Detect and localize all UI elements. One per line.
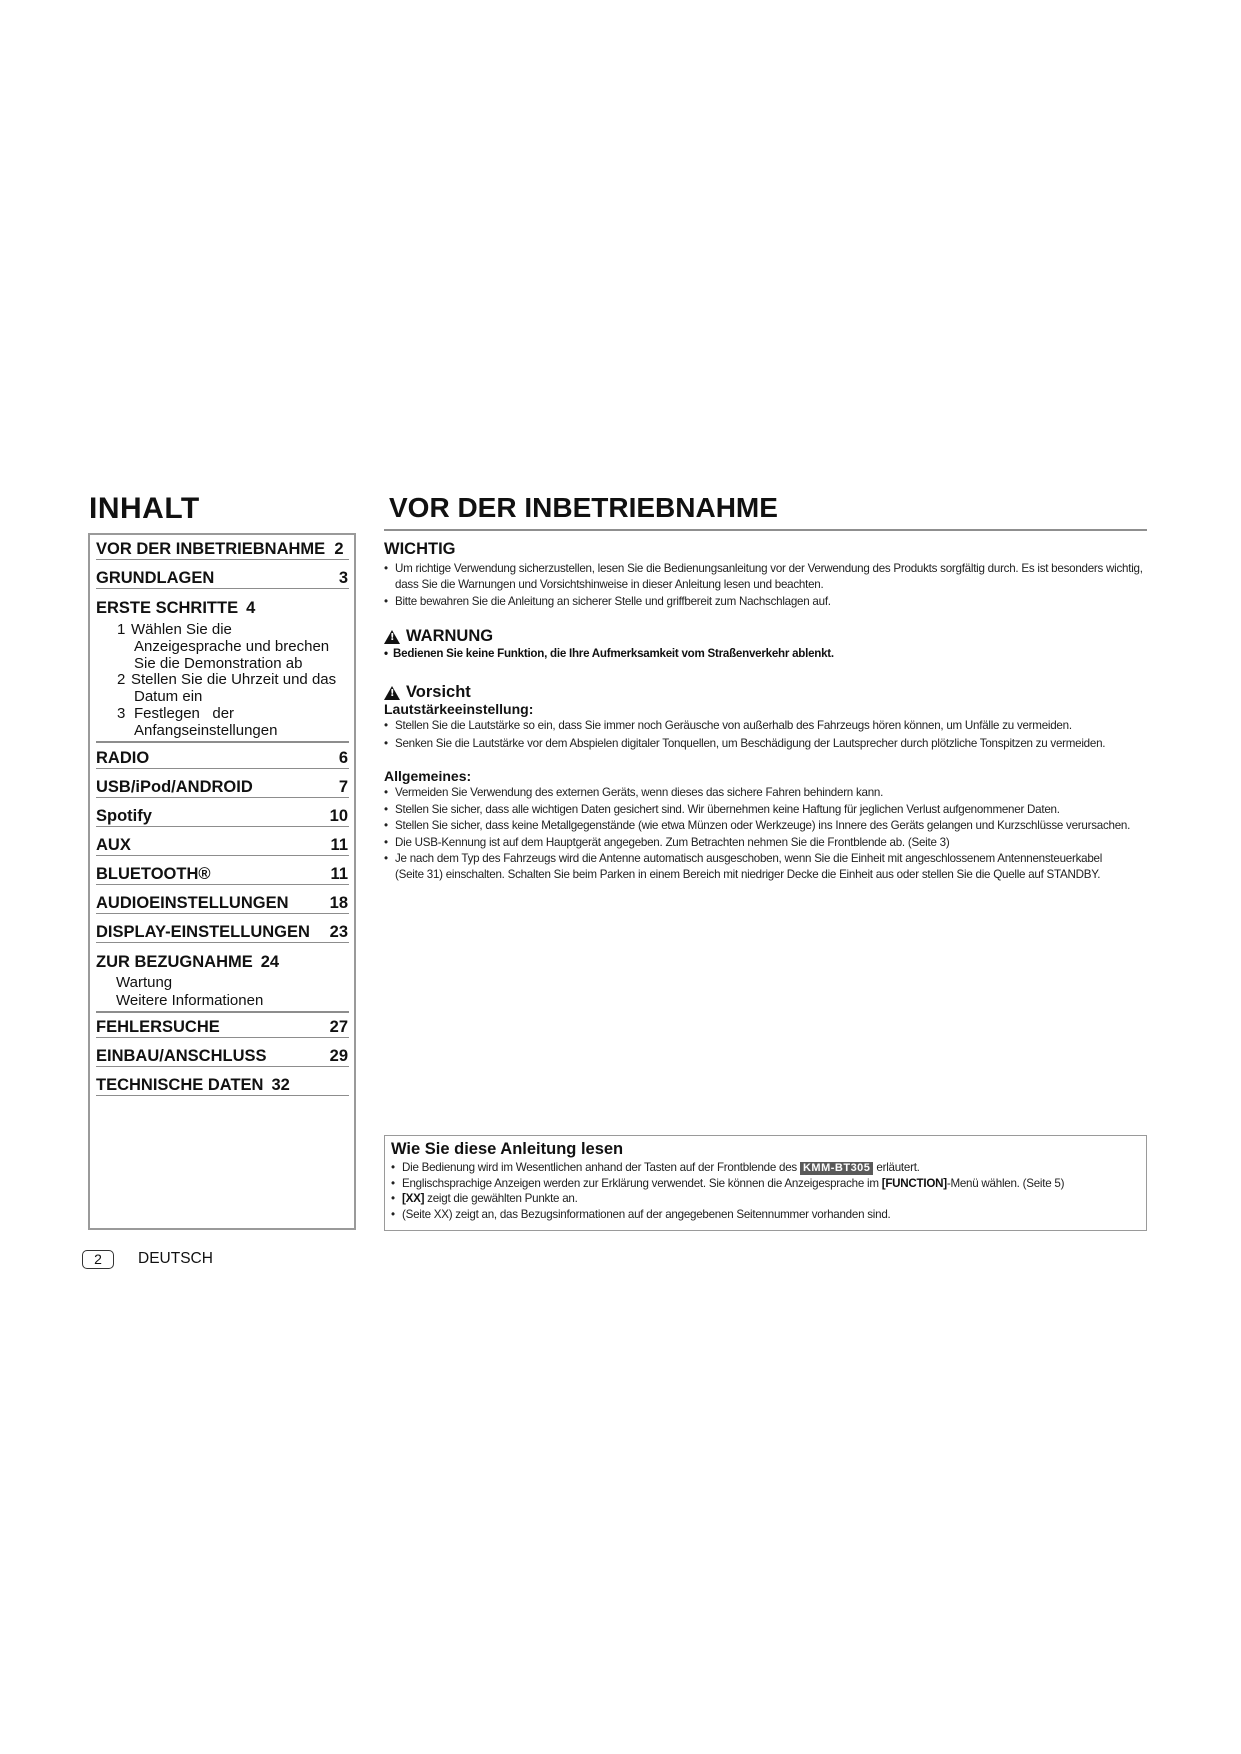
toc-subitem[interactable]: Wartung: [116, 974, 173, 991]
language-label: DEUTSCH: [138, 1250, 213, 1267]
toc-divider: [96, 741, 349, 743]
toc-entry[interactable]: [96, 565, 349, 589]
toc-entry-label: FEHLERSUCHE: [96, 1018, 220, 1036]
vorsicht-heading: [384, 683, 471, 702]
toc-entry-label: AUDIOEINSTELLUNGEN: [96, 894, 289, 912]
toc-entry-label: ERSTE SCHRITTE: [96, 599, 239, 617]
howto-bullets: • Die Bedienung wird im Wesentlichen anhand der Tasten auf der Frontblende des KMM-BT305 erläutert. • Englischsprachige Anzeigen werden zur Erklärung verwendet. Sie können die Anzeigesprache im [FUNCTION]-Menü wählen. (Seite 5) • [XX] zeigt die gewählten Punkte an. • (Seite XX) zeigt an, das Bezugsinformationen auf der angegebenen Seitennummer vorhanden sind.: [391, 1161, 1065, 1221]
toc-entry[interactable]: [96, 919, 349, 943]
bullet-text: Englischsprachige Anzeigen werden zur Erklärung verwendet. Sie können die Anzeigesprache im: [402, 1176, 879, 1190]
toc-entry[interactable]: [96, 890, 349, 914]
toc-entry-label: Spotify: [96, 807, 152, 825]
bullet-text: Stellen Sie sicher, dass keine Metallgegenstände (wie etwa Münzen oder Werkzeuge) ins Innere des Geräts gelangen und Kurzschlüsse verursachen.: [395, 819, 1131, 832]
toc-entry[interactable]: [96, 1072, 349, 1096]
model-badge: KMM-BT305: [800, 1162, 873, 1175]
bullet-text: Bedienen Sie keine Funktion, die Ihre Aufmerksamkeit vom Straßenverkehr ablenkt.: [393, 647, 834, 660]
bullet-text: Um richtige Verwendung sicherzustellen, lesen Sie die Bedienungsanleitung vor der Verwendung des Produkts sorgfältig durch. Es ist besonders wichtig,: [395, 562, 1143, 575]
toc-entry-label: ZUR BEZUGNAHME: [96, 953, 253, 971]
function-tag: [FUNCTION]: [881, 1176, 947, 1190]
bullet-text: Stellen Sie die Lautstärke so ein, dass Sie immer noch Geräusche von außerhalb des Fahrzeugs hören können, um Unfälle zu vermeiden.: [395, 719, 1072, 732]
bullet-text: (Seite XX) zeigt an, das Bezugsinformationen auf der angegebenen Seitennummer vorhanden sind.: [402, 1207, 891, 1221]
toc-entry-page: 32: [271, 1076, 290, 1094]
toc-entry-label: GRUNDLAGEN: [96, 569, 215, 587]
toc-entry[interactable]: [96, 861, 349, 885]
toc-entry[interactable]: [96, 594, 349, 618]
toc-entry-page: 2: [334, 540, 344, 558]
bullet-text: erläutert.: [876, 1161, 920, 1174]
toc-subitem-number: 1: [117, 621, 126, 638]
toc-entry-label: VOR DER INBETRIEBNAHME: [96, 540, 326, 558]
bullet-text: Bitte bewahren Sie die Anleitung an sicherer Stelle und griffbereit zum Nachschlagen auf.: [395, 595, 831, 608]
toc-entry-label: USB/iPod/ANDROID: [96, 778, 253, 796]
toc-entry-page: 11: [330, 865, 348, 883]
allgemeines-bullets: • Vermeiden Sie Verwendung des externen Geräts, wenn dieses das sichere Fahren behindern kann. • Stellen Sie sicher, dass alle wichtigen Daten gesichert sind. Wir übernehmen keine Haftung für jeglichen Verlust aufgenommener Daten. • Stellen Sie sicher, dass keine Metallgegenstände (wie etwa Münzen oder Werkzeuge) ins Innere des Geräts gelangen und Kurzschlüsse verursachen. • Die USB-Kennung ist auf dem Hauptgerät angegeben. Zum Betrachten nehmen Sie die Frontblende ab. (Seite 3) • Je nach dem Typ des Fahrzeugs wird die Antenne automatisch ausgeschoben, wenn Sie die Einheit mit angeschlossenem Antennensteuerkabel (Seite 31) einschalten. Schalten Sie beim Parken in einem Bereich mit niedriger Decke die Einheit aus oder stellen Sie die Quelle auf STANDBY.: [384, 786, 1131, 881]
toc-entry-label: EINBAU/ANSCHLUSS: [96, 1047, 267, 1065]
toc-entry-label: TECHNISCHE DATEN: [96, 1076, 264, 1094]
toc-entry[interactable]: [96, 948, 349, 972]
toc-entry-label: RADIO: [96, 749, 150, 767]
toc-title: INHALT: [89, 492, 200, 525]
toc-subitem[interactable]: Datum ein: [134, 688, 203, 705]
toc-entry-page: 29: [329, 1047, 348, 1065]
bullet-text: Je nach dem Typ des Fahrzeugs wird die Antenne automatisch ausgeschoben, wenn Sie die Einheit mit angeschlossenem Antennensteuerkabel: [395, 852, 1103, 865]
toc-entry-label: DISPLAY-EINSTELLUNGEN: [96, 923, 310, 941]
toc-entry-page: 24: [260, 953, 280, 971]
warnung-bullets: • Bedienen Sie keine Funktion, die Ihre Aufmerksamkeit vom Straßenverkehr ablenkt.: [384, 647, 834, 660]
lautstaerke-heading: Lautstärkeeinstellung:: [384, 701, 534, 717]
bullet-text: Vermeiden Sie Verwendung des externen Geräts, wenn dieses das sichere Fahren behindern kann.: [395, 786, 884, 799]
wichtig-bullets: • Um richtige Verwendung sicherzustellen, lesen Sie die Bedienungsanleitung vor der Verwendung des Produkts sorgfältig durch. Es ist besonders wichtig, dass Sie die Warnungen und Vorsichtshinweise in dieser Anleitung lesen und beachten. • Bitte bewahren Sie die Anleitung an sicherer Stelle und griffbereit zum Nachschlagen auf.: [384, 562, 1143, 608]
lautstaerke-bullets: • Stellen Sie die Lautstärke so ein, dass Sie immer noch Geräusche von außerhalb des Fahrzeugs hören können, um Unfälle zu vermeiden. • Senken Sie die Lautstärke vor dem Abspielen digitaler Tonquellen, um Beschädigung der Lautsprecher durch plötzliche Tonspitzen zu vermeiden.: [384, 719, 1106, 750]
warnung-heading-text: WARNUNG: [406, 627, 494, 645]
bullet-text: (Seite 31) einschalten. Schalten Sie beim Parken in einem Bereich mit niedriger Decke die Einheit aus oder stellen Sie die Quelle auf STANDBY.: [395, 867, 1101, 881]
toc-entry[interactable]: [96, 1014, 349, 1038]
toc-entry-label: BLUETOOTH®: [96, 865, 211, 883]
xx-tag: [XX]: [402, 1192, 425, 1205]
toc-entry-label: AUX: [96, 836, 131, 854]
bullet-text: -Menü wählen. (Seite 5): [946, 1176, 1065, 1190]
wichtig-heading: WICHTIG: [384, 540, 456, 558]
howto-heading: Wie Sie diese Anleitung lesen: [391, 1140, 624, 1158]
toc-entry-page: 27: [329, 1018, 348, 1036]
toc-divider: [96, 1011, 349, 1013]
toc-subitem[interactable]: Festlegen der: [134, 705, 235, 722]
bullet-text: dass Sie die Warnungen und Vorsichtshinweise in dieser Anleitung lesen und beachten.: [395, 577, 824, 591]
toc-entry[interactable]: [96, 832, 349, 856]
warnung-heading: [384, 627, 493, 646]
section-title-rule: [384, 529, 1147, 531]
toc-entry-page: 11: [330, 836, 348, 854]
bullet-text: Die USB-Kennung ist auf dem Hauptgerät angegeben. Zum Betrachten nehmen Sie die Frontblende ab. (Seite 3): [395, 835, 950, 849]
warning-triangle-icon: [384, 630, 400, 644]
toc-entry-page: 18: [329, 894, 348, 912]
toc-entry[interactable]: [96, 774, 349, 798]
bullet-text: Senken Sie die Lautstärke vor dem Abspielen digitaler Tonquellen, um Beschädigung der Lautsprecher durch plötzliche Tonspitzen zu vermeiden.: [395, 736, 1106, 750]
toc-subitem[interactable]: Stellen Sie die Uhrzeit und das: [131, 671, 337, 688]
toc-entry-page: 4: [246, 599, 256, 617]
toc-entry[interactable]: [96, 803, 349, 827]
toc-subitem-number: 2: [117, 671, 126, 688]
bullet-text: Stellen Sie sicher, dass alle wichtigen Daten gesichert sind. Wir übernehmen keine Haftung für jeglichen Verlust aufgenommener Daten.: [395, 802, 1060, 816]
allgemeines-heading: Allgemeines:: [384, 768, 472, 784]
bullet-text: Die Bedienung wird im Wesentlichen anhand der Tasten auf der Frontblende des: [402, 1161, 797, 1174]
toc-entry-page: 7: [338, 778, 348, 796]
vorsicht-heading-text: Vorsicht: [406, 683, 471, 701]
toc-entry-page: 6: [338, 749, 348, 767]
warning-triangle-icon: [384, 686, 400, 700]
section-title: VOR DER INBETRIEBNAHME: [389, 492, 778, 523]
toc-entry-page: 23: [329, 923, 348, 941]
toc-entry[interactable]: [96, 1043, 349, 1067]
bullet-text: zeigt die gewählten Punkte an.: [427, 1192, 578, 1205]
toc-subitem[interactable]: Anfangseinstellungen: [134, 722, 278, 739]
toc-subitem-number: 3: [117, 705, 126, 722]
toc-entry[interactable]: [96, 536, 349, 560]
toc-entry[interactable]: [96, 745, 349, 769]
toc-subitem[interactable]: Weitere Informationen: [116, 992, 264, 1009]
toc-subitem[interactable]: Sie die Demonstration ab: [134, 655, 303, 672]
page-number: 2: [82, 1250, 114, 1269]
toc-entry-page: 3: [338, 569, 348, 587]
toc-subitem[interactable]: Anzeigesprache und brechen: [134, 638, 330, 655]
toc-entry-page: 10: [329, 807, 348, 825]
toc-subitem[interactable]: Wählen Sie die: [131, 621, 232, 638]
